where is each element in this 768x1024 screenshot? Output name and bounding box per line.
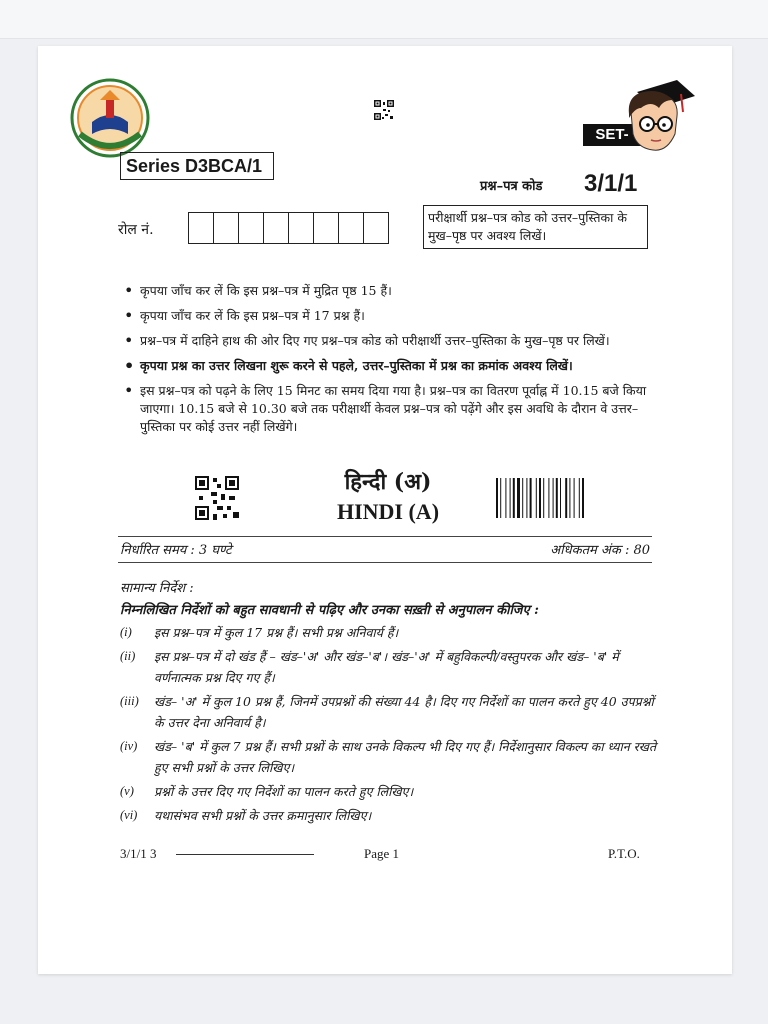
general-instructions-heading: सामान्य निर्देश : — [120, 581, 194, 596]
maximum-marks: अधिकतम अंक : 80 — [550, 543, 650, 558]
roll-number-box[interactable] — [213, 212, 239, 244]
barcode-bar — [569, 478, 570, 518]
qr-code-small — [374, 100, 394, 120]
instruction-number: (i) — [120, 625, 132, 639]
instruction-text: खंड– 'अ' में कुल 10 प्रश्न हैं, जिनमें उपप्रश्नों की संख्या 44 है। दिए गए निर्देशों का पालन करते हुए 40 उपप्रश्नों के उत्तर देना अनिवार्य है। — [154, 694, 654, 730]
instruction-text: प्रश्नों के उत्तर दिए गए निर्देशों का पालन करते हुए लिखिए। — [154, 784, 414, 799]
qr-code — [195, 476, 239, 520]
question-paper-code-label: प्रश्न–पत्र कोड — [480, 179, 543, 194]
instruction-text: इस प्रश्न–पत्र में दो खंड हैं – खंड–'अ' और खंड–'ब'। खंड–'अ' में बहुविकल्पी/वस्तुपरक और खंड– 'ब' में वर्णनात्मक प्रश्न दिए गए हैं। — [154, 649, 619, 685]
instruction-number: (v) — [120, 784, 134, 798]
roll-number-box[interactable] — [288, 212, 314, 244]
footer-rule — [176, 854, 314, 855]
barcode — [496, 478, 604, 518]
barcode-bar — [543, 478, 544, 518]
instruction-number: (ii) — [120, 649, 136, 663]
page-number: Page 1 — [364, 846, 400, 861]
instruction-number: (iv) — [120, 739, 138, 753]
exam-page — [38, 46, 732, 974]
please-turn-over: P.T.O. — [608, 846, 640, 861]
general-instruction-item — [120, 736, 660, 778]
series-code: Series D3BCA/1 — [120, 152, 274, 180]
barcode-bar — [505, 478, 506, 518]
footer-paper-code: 3/1/1 3 — [120, 846, 157, 861]
subject-title-english: HINDI (A) — [336, 499, 440, 524]
instruction-text: इस प्रश्न–पत्र में कुल 17 प्रश्न हैं। सभी प्रश्न अनिवार्य हैं। — [154, 625, 399, 640]
barcode-bar — [560, 478, 561, 518]
roll-number-box[interactable] — [263, 212, 289, 244]
set-badge-area — [583, 78, 698, 160]
general-instruction-item — [120, 622, 660, 643]
general-instruction-item — [120, 805, 660, 826]
instruction-bullet: • कृपया प्रश्न का उत्तर लिखना शुरू करने से पहले, उत्तर–पुस्तिका में प्रश्न का क्रमांक अवश्य लिखें। — [122, 357, 654, 375]
preliminary-instructions — [122, 282, 654, 443]
instruction-number: (iii) — [120, 694, 139, 708]
barcode-bar — [556, 478, 558, 518]
graduate-face-icon — [621, 78, 697, 160]
barcode-bar — [522, 478, 523, 518]
barcode-bar — [548, 478, 549, 518]
roll-number-box[interactable] — [313, 212, 339, 244]
divider-bottom — [118, 562, 652, 563]
general-instruction-item — [120, 646, 660, 688]
barcode-bar — [530, 478, 532, 518]
roll-number-boxes — [188, 212, 388, 244]
general-instruction-item — [120, 691, 660, 733]
code-instruction-note: परीक्षार्थी प्रश्न–पत्र कोड को उत्तर–पुस्तिका के मुख–पृष्ठ पर अवश्य लिखें। — [423, 205, 648, 249]
roll-number-box[interactable] — [188, 212, 214, 244]
barcode-bar — [526, 478, 527, 518]
barcode-bar — [500, 478, 501, 518]
time-allowed: निर्धारित समय : 3 घण्टे — [120, 543, 232, 558]
instruction-bullet: • कृपया जाँच कर लें कि इस प्रश्न–पत्र में मुद्रित पृष्ठ 15 हैं। — [122, 282, 654, 300]
instruction-bullet: • कृपया जाँच कर लें कि इस प्रश्न–पत्र में 17 प्रश्न हैं। — [122, 307, 654, 325]
set-badge: SET- — [583, 124, 641, 146]
general-instructions-subheading: निम्नलिखित निर्देशों को बहुत सावधानी से पढ़िए और उनका सख़्ती से अनुपालन कीजिए : — [120, 603, 539, 618]
instruction-text: यथासंभव सभी प्रश्नों के उत्तर क्रमानुसार लिखिए। — [154, 808, 372, 823]
instruction-bullet: • इस प्रश्न–पत्र को पढ़ने के लिए 15 मिनट का समय दिया गया है। प्रश्न–पत्र का वितरण पूर्वाह्न में 10.15 बजे किया जाएगा। 10.15 बजे से 10.30 बजे तक परीक्षार्थी केवल प्रश्न–पत्र को पढ़ेंगे और इस अवधि के दौरान वे उत्तर–पुस्तिका पर कोई उत्तर नहीं लिखेंगे। — [122, 382, 654, 436]
barcode-bar — [510, 478, 511, 518]
barcode-bar — [582, 478, 584, 518]
barcode-bar — [513, 478, 515, 518]
question-paper-code: 3/1/1 — [584, 170, 638, 197]
general-instructions-list — [120, 622, 660, 829]
barcode-bar — [536, 478, 537, 518]
subject-title-hindi: हिन्दी (अ) — [344, 469, 432, 495]
divider-top — [118, 536, 652, 537]
instruction-number: (vi) — [120, 808, 138, 822]
barcode-bar — [553, 478, 554, 518]
barcode-bar — [574, 478, 575, 518]
barcode-bar — [565, 478, 567, 518]
roll-number-label: रोल नं. — [118, 222, 154, 238]
barcode-bar — [517, 478, 520, 518]
viewer-toolbar — [0, 0, 768, 39]
barcode-bar — [579, 478, 580, 518]
cbse-logo — [70, 78, 150, 158]
general-instruction-item — [120, 781, 660, 802]
roll-number-box[interactable] — [363, 212, 389, 244]
instruction-bullet: • प्रश्न–पत्र में दाहिने हाथ की ओर दिए गए प्रश्न–पत्र कोड को परीक्षार्थी उत्तर–पुस्तिका के मुख–पृष्ठ पर लिखें। — [122, 332, 654, 350]
instruction-text: खंड– 'ब' में कुल 7 प्रश्न हैं। सभी प्रश्नों के साथ उनके विकल्प भी दिए गए हैं। निर्देशानुसार विकल्प का ध्यान रखते हुए सभी प्रश्नों के उत्तर लिखिए। — [154, 739, 657, 775]
barcode-bar — [496, 478, 498, 518]
roll-number-box[interactable] — [338, 212, 364, 244]
roll-number-box[interactable] — [238, 212, 264, 244]
barcode-bar — [539, 478, 541, 518]
